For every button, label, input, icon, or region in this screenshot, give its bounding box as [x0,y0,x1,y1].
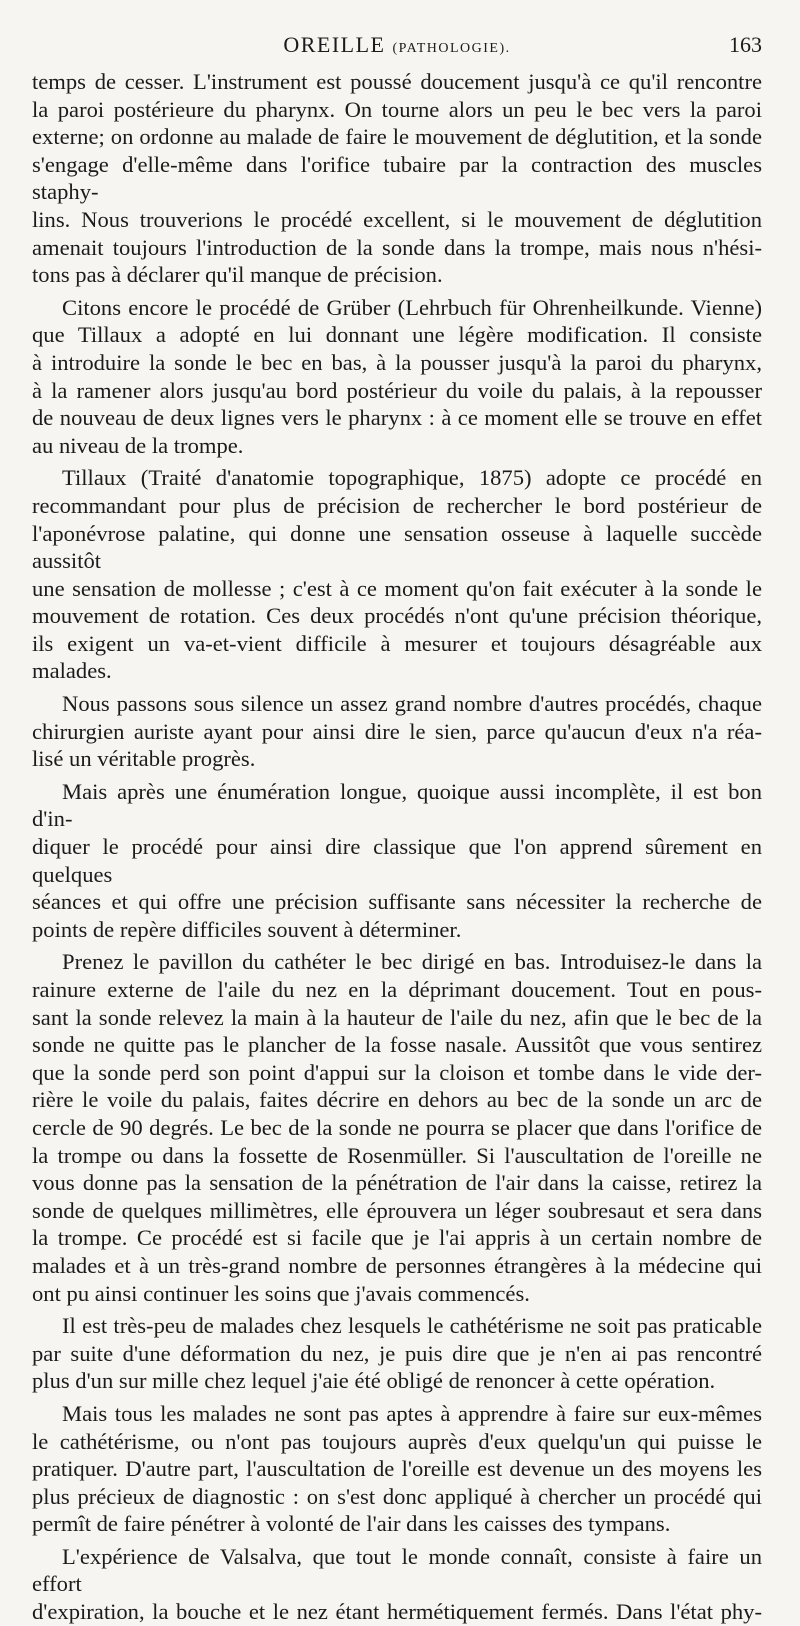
text-line: de nouveau de deux lignes vers le pharynx : à ce moment elle se trouve en effet [32,405,762,431]
text-line: que Tillaux a adopté en lui donnant une légère modification. Il consiste [32,322,762,348]
text-line: L'expérience de Valsalva, que tout le monde connaît, consiste à faire un effort [32,1543,762,1597]
text-line: cercle de 90 degrés. Le bec de la sonde ne pourra se placer que dans l'orifice de [32,1114,762,1140]
body-text [32,68,762,1626]
text-line: mouvement de rotation. Ces deux procédés n'ont qu'une précision théorique, [32,603,762,629]
text-line: l'aponévrose palatine, qui donne une sensation osseuse à laquelle succède aussitôt [32,520,762,574]
text-line: permît de faire pénétrer à volonté de l'air dans les caisses des tympans. [32,1511,671,1537]
text-line: la trompe. Ce procédé est si facile que je l'ai appris à un certain nombre de [32,1225,762,1251]
text-line: rainure externe de l'aile du nez en la déprimant doucement. Tout en pous- [32,977,762,1002]
text-line: Nous passons sous silence un assez grand nombre d'autres procédés, chaque [62,691,762,717]
text-line: lisé un véritable progrès. [32,746,256,772]
chapter-title: OREILLE [283,32,386,57]
paragraph [32,294,762,460]
chapter-subtitle: (PATHOLOGIE). [392,41,511,56]
text-line: une sensation de mollesse ; c'est à ce moment qu'on fait exécuter à la sonde le [32,575,762,601]
paragraph [32,1400,762,1538]
text-line: rière le voile du palais, faites décrire en dehors au bec de la sonde un arc de [32,1087,762,1113]
text-line: Il est très-peu de malades chez lesquels le cathétérisme ne soit pas praticable [62,1313,762,1339]
text-line: Mais après une énumération longue, quoique aussi incomplète, il est bon d'in- [32,778,762,832]
text-line: d'expiration, la bouche et le nez étant hermétiquement fermés. Dans l'état phy- [32,1599,762,1625]
paragraph [32,778,762,944]
text-line: lins. Nous trouverions le procédé excellent, si le mouvement de déglutition [32,206,762,232]
paragraph [32,1312,762,1395]
text-line: vous donne pas la sensation de la pénétration de l'air dans la caisse, retirez la [32,1170,762,1196]
text-line: à introduire la sonde le bec en bas, à la pousser jusqu'à la paroi du pharynx, [32,349,762,375]
text-line: ils exigent un va-et-vient difficile à mesurer et toujours désagréable aux malades. [32,630,762,684]
text-line: Citons encore le procédé de Grüber (Lehrbuch für Ohrenheilkunde. Vienne) [62,294,762,320]
text-line: à la ramener alors jusqu'au bord postérieur du voile du palais, à la repousser [32,377,762,403]
text-line: la trompe ou dans la fossette de Rosenmüller. Si l'auscultation de l'oreille ne [32,1142,762,1168]
text-line: plus précieux de diagnostic : on s'est donc appliqué à chercher un procédé qui [32,1483,762,1509]
text-line: diquer le procédé pour ainsi dire classique que l'on apprend sûrement en quelques [32,834,762,887]
text-line: séances et qui offre une précision suffisante sans nécessiter la recherche de [32,889,762,915]
text-line: que la sonde perd son point d'appui sur la cloison et tombe dans le vide der- [32,1059,762,1085]
text-line: externe; on ordonne au malade de faire le mouvement de déglutition, et la sonde [32,124,762,150]
text-line: amenait toujours l'introduction de la sonde dans la trompe, mais nous n'hési- [32,234,762,260]
text-line: sant la sonde relevez la main à la hauteur de l'aile du nez, afin que le bec de la [32,1004,762,1030]
text-line: par suite d'une déformation du nez, je puis dire que je n'en ai pas rencontré [32,1340,762,1366]
running-title [32,32,762,58]
text-line: recommandant pour plus de précision de rechercher le bord postérieur de [32,492,762,518]
text-line: malades et à un très-grand nombre de personnes étrangères à la médecine qui [32,1252,762,1278]
text-line: Tillaux (Traité d'anatomie topographique, 1875) adopte ce procédé en [62,465,762,491]
text-line: ont pu ainsi continuer les soins que j'avais commencés. [32,1280,530,1306]
running-head [32,28,762,68]
text-line: au niveau de la trompe. [32,432,244,458]
paragraph [32,690,762,773]
paragraph [32,68,762,289]
paragraph [32,1543,762,1626]
paragraph [32,464,762,685]
text-line: plus d'un sur mille chez lequel j'aie été obligé de renoncer à cette opération. [32,1368,716,1394]
text-line: Mais tous les malades ne sont pas aptes à apprendre à faire sur eux-mêmes [62,1400,762,1426]
text-line: le cathétérisme, ou n'ont pas toujours auprès d'eux quelqu'un qui puisse le [32,1428,762,1454]
text-line: sonde de quelques millimètres, elle éprouvera un léger soubresaut et sera dans [32,1197,762,1223]
text-line: la paroi postérieure du pharynx. On tourne alors un peu le bec vers la paroi [32,96,762,122]
text-line: s'engage d'elle-même dans l'orifice tubaire par la contraction des muscles staphy- [32,151,762,205]
text-line: tons pas à déclarer qu'il manque de précision. [32,262,443,288]
text-line: sonde ne quitte pas le plancher de la fosse nasale. Aussitôt que vous sentirez [32,1032,762,1058]
page-number: 163 [729,32,762,57]
text-line: points de repère difficiles souvent à déterminer. [32,916,462,942]
paragraph [32,948,762,1307]
text-line: Prenez le pavillon du cathéter le bec dirigé en bas. Introduisez-le dans la [62,949,762,975]
text-line: chirurgien auriste ayant pour ainsi dire le sien, parce qu'aucun d'eux n'a réa- [32,718,762,744]
text-line: temps de cesser. L'instrument est poussé doucement jusqu'à ce qu'il rencontre [32,69,762,94]
text-line: pratiquer. D'autre part, l'auscultation de l'oreille est devenue un des moyens les [32,1456,762,1482]
